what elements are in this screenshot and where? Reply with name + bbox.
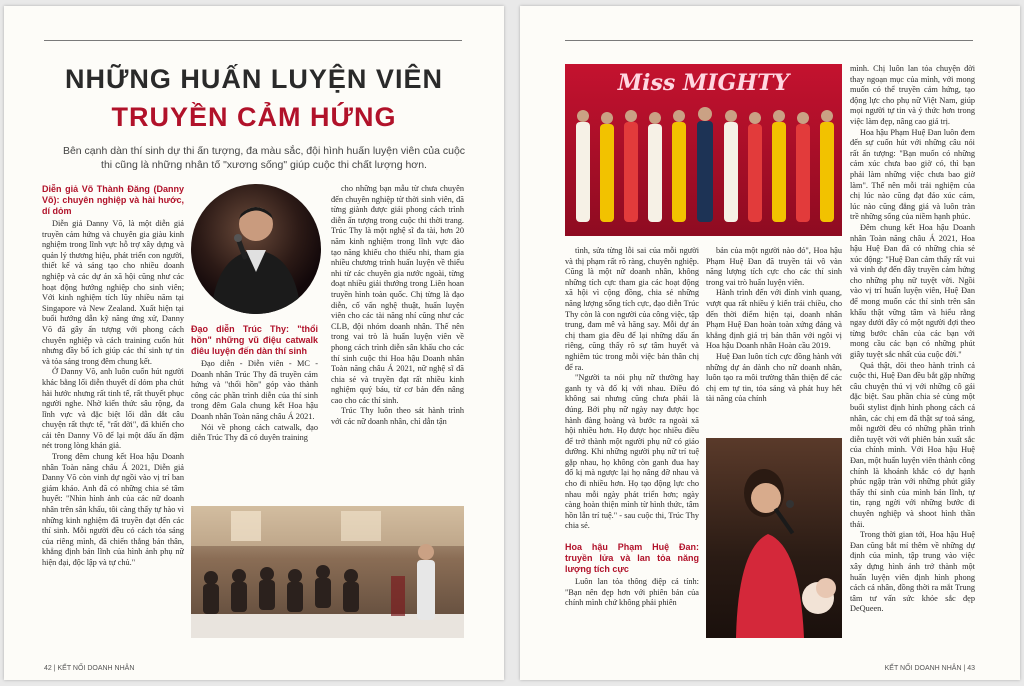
paragraph: Trúc Thy luôn theo sát hành trình với các nữ doanh nhân, chỉ dẫn tận bbox=[331, 406, 464, 427]
paragraph: mình. Chị luôn lan tỏa chuyện đời thay ngoạn mục của mình, với mong muốn có thể truyền cảm hứng, tạo động lực cho phụ nữ Việt Nam, giúp mọi người tự tin và ý thức hơn trong việc làm đẹp, nâng cao giá trị. bbox=[850, 64, 975, 126]
paragraph: Huệ Đan luôn tích cực đồng hành với những dự án dành cho nữ doanh nhân, luôn tạo ra môi trường thân thiện để các chị em tự tin, tỏa sáng và phát huy hết tài năng của chính bbox=[706, 351, 842, 404]
paragraph: Nói về phong cách catwalk, đạo diễn Trúc Thy đã có duyên training bbox=[191, 422, 318, 443]
top-rule bbox=[565, 40, 973, 41]
paragraph: Ở Danny Võ, anh luôn cuốn hút người khác bằng lối diễn thuyết dí dỏm pha chút hài hước nhưng rất tinh tế, rất thuyết phục người nghe. Nhờ kiến thức sâu rộng, đa lĩnh vực và đặc biệt lối dẫn dắt câu chuyện rất thực tế, "rất đời", đã khiến cho cái tên Danny Võ để lại một dấu ấn đậm nét trong lòng khán giả. bbox=[42, 367, 184, 451]
page-footer-right: KẾT NỐI DOANH NHÂN | 43 bbox=[884, 665, 975, 672]
portrait-figure bbox=[191, 184, 321, 314]
page-footer-left: 42 | KẾT NỐI DOANH NHÂN bbox=[44, 665, 135, 672]
left-page bbox=[4, 6, 504, 680]
right-column-1 bbox=[565, 246, 699, 652]
left-column-1 bbox=[42, 184, 184, 649]
section-heading-danny: Diễn giả Võ Thành Đăng (Danny Võ): chuyên nghiệp và hài hước, dí dỏm bbox=[42, 184, 184, 216]
paragraph: Hành trình đến với đỉnh vinh quang, vượt qua rất nhiều ý kiến trái chiều, cho đến thời điểm hiện tại, doanh nhân Phạm Huệ Đan hoàn toàn xứng đáng và khẳng định giá trị bản thân với ngôi vị Hoa hậu Doanh nhân Hoàn cầu 2019. bbox=[706, 288, 842, 351]
right-column-2 bbox=[706, 246, 842, 434]
paragraph: bản của một người nào đó", Hoa hậu Phạm Huệ Đan đã truyền tải vô vàn năng lượng tích cực cho các thí sinh trong vai trò huấn luyện viên. bbox=[706, 246, 842, 287]
paragraph: cho những bạn mẫu từ chưa chuyên đến chuyên nghiệp từ thời sinh viên, đã từng giành được giải phong cách trình diễn ấn tượng trong cuộc thi thời trang. Trúc Thy là một nghệ sĩ đa tài, hơn 20 năm kinh nghiệm trong lĩnh vực đào tạo năng khiếu cho thiếu nhi, tham gia nhiều chương trình huấn luyện về thiếu nhi từ các chuyên gia nước ngoài, từng đoạt nhiều giải thưởng trong Liên hoan truyền hình toàn quốc. Chị từng là đạo diễn, cố vấn nghệ thuật, huấn luyện viên cho các tài năng nhí cũng như các CLB, đội nhóm doanh nhân. Thế nên trong vai trò là huấn luyện viên về phong cách trình diễn sân khấu cho các thí sinh cuộc thi Hoa hậu Doanh nhân Toàn năng châu Á 2021, nữ nghệ sĩ đã chia sẻ và truyền đạt rất nhiều kinh nghiệm quý báu, từ cơ bản đến nâng cao cho các thí sinh. bbox=[331, 184, 464, 405]
title-line-2: TRUYỀN CẢM HỨNG bbox=[111, 102, 397, 132]
danny-portrait-photo bbox=[191, 184, 321, 314]
section-heading-truc-thy: Đạo diễn Trúc Thy: "thổi hồn" những vũ điệu catwalk điêu luyện đến dàn thí sinh bbox=[191, 324, 318, 356]
title-line-1: NHỮNG HUẤN LUYỆN VIÊN bbox=[65, 64, 443, 94]
paragraph: Luôn lan tỏa thông điệp cá tính: "Bạn nên đẹp hơn với phiên bản của chính mình chứ không phải phiên bbox=[565, 577, 699, 608]
training-scene bbox=[191, 506, 464, 638]
paragraph: Đêm chung kết Hoa hậu Doanh nhân Toàn năng châu Á 2021, Hoa hậu Huệ Đan đã có những chia sẻ xúc động: "Huệ Đan cảm thấy rất vui và vinh dự đến đây truyền cảm hứng cho những phụ nữ tuyệt vời. Ngồi vào vị trí huấn luyện viên, Huệ Đan để mong muốn các thí sinh trên sân khấu thật vững tâm và hiểu rằng ngay dưới đây có một người đợi theo từng bước chân của các bạn với mong cầu các bạn có những phút giây tuyệt sắc nhất của cuộc đời." bbox=[850, 222, 975, 360]
section-heading-hue-dan: Hoa hậu Phạm Huệ Đan: truyền lửa và lan tỏa năng lượng tích cực bbox=[565, 542, 699, 575]
paragraph: tình, sửa từng lỗi sai của mỗi người và thị phạm rất rõ ràng, chuyên nghiệp. Cũng là một nữ doanh nhân, không những tích cực tham gia các hoạt động xã hội vì cộng đồng, chia sẻ những năng lượng sống tích cực, đạo diễn Trúc Thy còn là con người của công việc, tập trung, đam mê và hăng say. Mỗi dự án chị tham gia đều để lại những dấu ấn riêng, cũng thấy rõ sự tâm huyết và nghiêm túc trong mỗi việc bản thân chị để ra. bbox=[565, 246, 699, 372]
paragraph: Diễn giả Danny Võ, là một diễn giả truyền cảm hứng và chuyên gia giàu kinh nghiệm trong lĩnh vực hỗ trợ xây dựng và quản lý thương hiệu, phát triển con người, thiết kế và sáng tạo cho nhiều doanh nghiệp và các dự án xã hội cũng như các hoạt động hướng nghiệp cho sinh viên; Với kinh nghiệm tích lũy nhiều năm tại Singapore và New Zealand. Xuất hiện tại buổi hướng dẫn kỹ năng ứng xử, Danny Võ đã gây ấn tượng với phong cách chuyên nghiệp và cách training cuốn hút nhưng đầy bổ ích giúp các thí sinh tự tin và tỏa sáng trong đêm chung kết. bbox=[42, 219, 184, 366]
top-rule bbox=[44, 40, 462, 41]
paragraph: Hoa hậu Phạm Huệ Đan luôn đem đến sự cuốn hút với những câu nói rất ấn tượng: "Bạn muốn có những cảm xúc chưa bao giờ có, thì bạn phải làm những việc chưa bao giờ làm". Thế nên mỗi trải nghiệm của chị lúc nào cũng đạt đáo xúc cảm, lúc nào cũng đẳng giá và luôn tràn trề những sống của niềm hạnh phúc. bbox=[850, 127, 975, 222]
right-page bbox=[520, 6, 1020, 680]
paragraph: Đạo diễn - Diễn viên - MC - Doanh nhân Trúc Thy đã truyền cảm hứng và "thổi hồn" góp vào thành công các phần trình diễn của thí sinh trong đêm Gala chung kết Hoa hậu Doanh nhân Toàn năng châu Á 2021. bbox=[191, 359, 318, 421]
paragraph: Trong đêm chung kết Hoa hậu Doanh nhân Toàn năng châu Á 2021, Diễn giả Danny Võ còn vinh dự ngồi vào vị trí ban giám khảo. Anh đã có những chia sẻ tâm huyết: "Nhìn hình ảnh của các nữ doanh nhân trên sân khấu, tôi càng thấy tự hào vì những kinh nghiệm đã truyền đạt đến các thí sinh. Mỗi người đều có cách tỏa sáng của riêng mình, đã chiến thắng bản thân, khẳng định bản lĩnh của hình ảnh phụ nữ hiện đại, độc lập và tự chủ." bbox=[42, 452, 184, 567]
paragraph: Trong thời gian tới, Hoa hậu Huệ Đan cũng bắt mí thêm về những dự định của mình, tập trung vào việc xây dựng hình ảnh trở thành một huấn luyện viên định hình phong cách cá nhân, đồng thời ra mắt Trung tâm tư vấn sức khỏe sắc đẹp DeQueen. bbox=[850, 530, 975, 614]
contestants-group-photo bbox=[565, 64, 842, 236]
banner-logo-text: Miss MIGHTY bbox=[617, 70, 790, 96]
hue-dan-speaking-photo bbox=[706, 438, 842, 638]
speaker-figure bbox=[706, 438, 842, 638]
paragraph: Quả thật, dõi theo hành trình cả cuộc thi, Huệ Đan đều bắt gặp những câu chuyện thú vị với những cô gái đặc biệt. Sau phần chia sẻ cùng một buổi stylist định hình phong cách cá nhân, các chị em đã thật sự toả sáng, mỗi người đều có những phần trình diễn tuyệt vời với phiên bản xuất sắc của chính mình. Với Hoa hậu Huệ Đan, một huấn luyện viên thành công chính là khoảnh khắc có dự hạnh phúc ngập tràn với những phút giây thấy thí sinh của mình bản lĩnh, tự tin, rạng ngời với những bước đi chuyên nghiệp và shoot hình thần thái. bbox=[850, 360, 975, 529]
paragraph: "Người ta nói phụ nữ thường hay ganh tỵ và đố kị với nhau. Điều đó không sai nhưng cũng chưa phải là đúng. Bởi phụ nữ ngày nay được học hành đàng hoàng và bước ra ngoài xã hội nhiều hơn. Họ được học nhiều điều để trở thành một người phụ nữ có giáo dưỡng. Khi những người phụ nữ trí tuệ gặp nhau, họ không còn ganh đua hay đố kị mà ngược lại họ nâng đỡ nhau và cho đi nhiều hơn. Họ tạo động lực cho nhau mỗi ngày phát triển hơn; ngày càng hoàn thiện mình từ hình thức, tâm hồn lẫn trí tuệ." - sau cuộc thi, Trúc Thy chia sẻ. bbox=[565, 373, 699, 531]
intro-text: Bên cạnh dàn thí sinh dự thi ấn tượng, đa màu sắc, đội hình huấn luyện viên của cuộc thi cũng là những nhân tố "xương sống" giúp cuộc thi chất lượng hơn. bbox=[62, 145, 466, 171]
right-column-3 bbox=[850, 64, 975, 654]
left-column-2 bbox=[191, 324, 318, 500]
training-session-photo bbox=[191, 506, 464, 638]
left-column-3 bbox=[331, 184, 464, 502]
